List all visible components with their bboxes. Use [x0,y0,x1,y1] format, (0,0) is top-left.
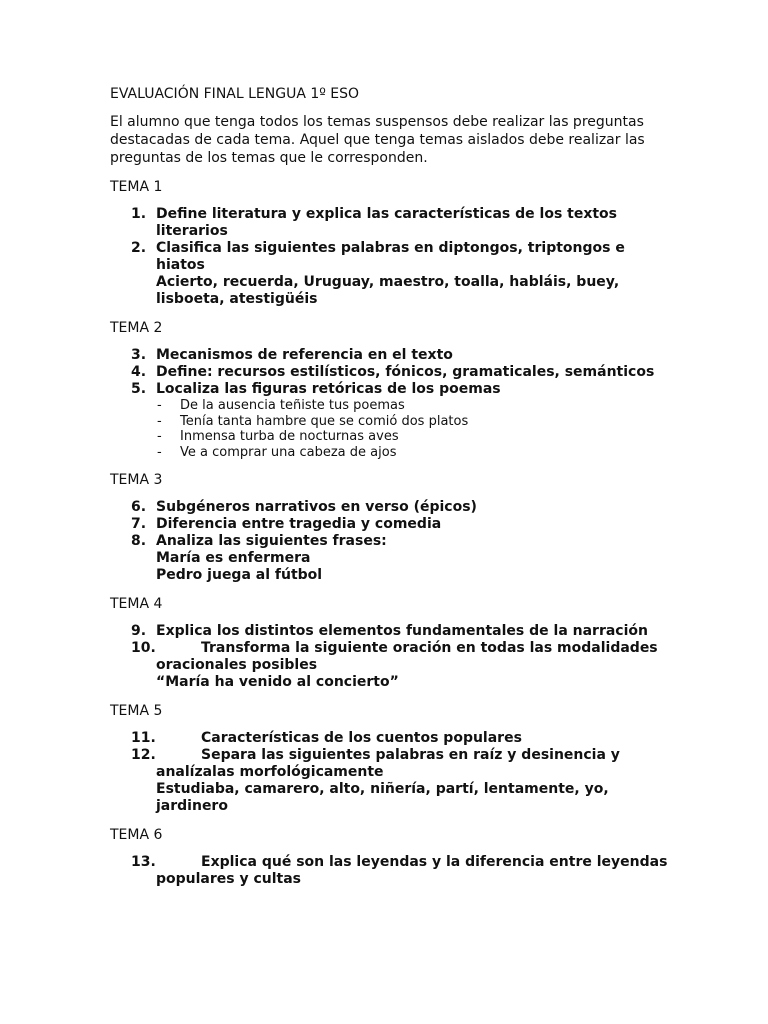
document-page [110,86,670,900]
question-item [110,364,670,381]
question-text: Analiza las siguientes frases: [156,533,387,549]
section-heading: TEMA 5 [110,703,163,719]
question-number: 2. [131,240,147,256]
question-text: Explica qué son las leyendas y la diferencia entre leyendas populares y cultas [156,854,668,887]
question-text: Define: recursos estilísticos, fónicos, gramaticales, semánticos [156,364,655,380]
question-item [110,640,670,674]
question-number: 1. [131,206,147,222]
question-text: Define literatura y explica las características de los textos literarios [156,206,618,239]
question-text: Mecanismos de referencia en el texto [156,347,453,363]
poem-list [110,398,670,460]
word-list: Estudiaba, camarero, alto, niñería, partí, lentamente, yo, jardinero [156,781,609,814]
question-item [110,747,670,781]
sentence-line: Pedro juega al fútbol [156,567,323,583]
question-number: 5. [131,381,147,397]
question-item [110,499,670,516]
poem-text: Tenía tanta hambre que se comió dos platos [180,413,469,429]
question-list [110,854,670,888]
section-heading: TEMA 4 [110,596,163,612]
question-text: Clasifica las siguientes palabras en diptongos, triptongos e hiatos [156,240,625,273]
question-text: Explica los distintos elementos fundamentales de la narración [156,623,648,639]
question-text: Diferencia entre tragedia y comedia [156,516,442,532]
poem-line: - Inmensa turba de nocturnas aves [157,429,399,444]
question-text: Subgéneros narrativos en verso (épicos) [156,499,477,515]
question-list [110,347,670,460]
poem-line: - Ve a comprar una cabeza de ajos [157,444,397,460]
question-item [110,347,670,364]
section-heading: TEMA 3 [110,472,163,488]
poem-line: - Tenía tanta hambre que se comió dos platos [157,413,469,429]
question-number: 9. [131,623,147,639]
question-item [110,623,670,640]
question-item [110,206,670,240]
poem-line: - De la ausencia teñiste tus poemas [157,398,405,413]
question-list [110,206,670,308]
poem-text: De la ausencia teñiste tus poemas [180,398,405,413]
poem-text: Ve a comprar una cabeza de ajos [180,444,397,460]
page-title: EVALUACIÓN FINAL LENGUA 1º ESO [110,86,360,102]
sentence-line: “María ha venido al concierto” [156,674,399,690]
question-text: Características de los cuentos populares [201,730,522,746]
question-item [110,516,670,533]
question-number: 13. [131,854,156,870]
question-number: 3. [131,347,147,363]
question-item [110,730,670,747]
section-heading: TEMA 6 [110,827,163,843]
poem-text: Inmensa turba de nocturnas aves [180,429,399,444]
question-item [110,854,670,888]
question-number: 6. [131,499,147,515]
question-list [110,499,670,584]
section-heading: TEMA 2 [110,320,163,336]
question-item [110,533,670,550]
question-item [110,381,670,398]
sentence-line: María es enfermera [156,550,311,566]
question-list [110,623,670,691]
question-number: 10. [131,640,156,656]
question-item [110,240,670,274]
question-number: 4. [131,364,147,380]
question-list [110,730,670,815]
section-heading: TEMA 1 [110,179,163,195]
question-number: 11. [131,730,156,746]
question-number: 8. [131,533,147,549]
question-text: Transforma la siguiente oración en todas las modalidades oracionales posibles [156,640,658,673]
question-words: Acierto, recuerda, Uruguay, maestro, toalla, habláis, buey, lisboeta, atestigüéis [156,274,620,307]
question-text: Localiza las figuras retóricas de los poemas [156,381,501,397]
question-text: Separa las siguientes palabras en raíz y desinencia y analízalas morfológicamente [156,747,620,780]
question-number: 12. [131,747,156,763]
intro-paragraph: El alumno que tenga todos los temas suspensos debe realizar las preguntas destacadas de cada tema. Aquel que tenga temas aislados debe realizar las preguntas de los temas que le corresponden. [110,114,645,166]
question-number: 7. [131,516,147,532]
